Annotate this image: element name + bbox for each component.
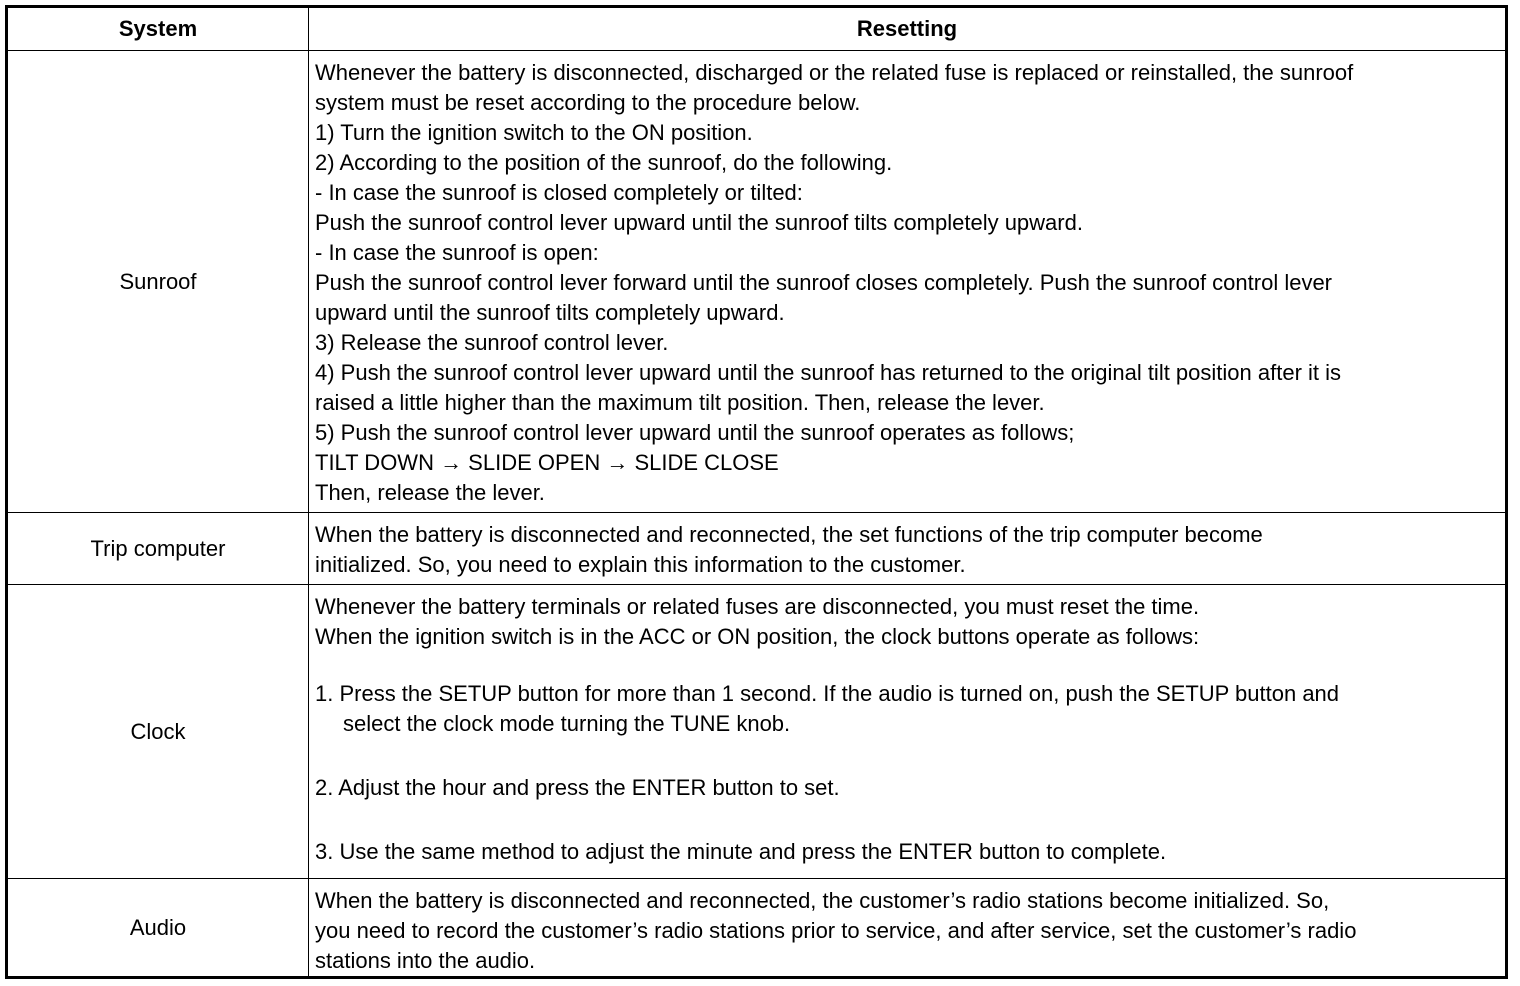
text-line: upward until the sunroof tilts completely upward.: [315, 300, 785, 325]
resetting-cell: [309, 513, 1505, 584]
text-line: 4) Push the sunroof control lever upward until the sunroof has returned to the original tilt position after it is: [315, 360, 1342, 385]
text-line: - In case the sunroof is closed completely or tilted:: [315, 180, 803, 205]
text-line: 3) Release the sunroof control lever.: [315, 330, 669, 355]
system-cell: Trip computer: [8, 513, 309, 584]
step-2: 2. Adjust the hour and press the ENTER button to set.: [315, 775, 840, 800]
text-line: Push the sunroof control lever forward until the sunroof closes completely. Push the sunroof control lever: [315, 270, 1333, 295]
text-line: 2) According to the position of the sunroof, do the following.: [315, 150, 893, 175]
table-row-trip-computer: [8, 512, 1505, 584]
text-line: When the battery is disconnected and reconnected, the customer’s radio stations become initialized. So,: [315, 888, 1330, 913]
header-system: System: [8, 8, 309, 50]
text-line: Then, release the lever.: [315, 480, 545, 505]
step-1: 1. Press the SETUP button for more than 1 second. If the audio is turned on, push the SETUP button and: [315, 681, 1340, 706]
step-3: 3. Use the same method to adjust the minute and press the ENTER button to complete.: [315, 839, 1167, 864]
text-line: you need to record the customer’s radio stations prior to service, and after service, set the customer’s radio: [315, 918, 1357, 943]
table-header: [8, 8, 1505, 50]
table-row-clock: [8, 584, 1505, 878]
system-cell: Sunroof: [8, 51, 309, 512]
text-line: When the battery is disconnected and reconnected, the set functions of the trip computer become: [315, 522, 1263, 547]
system-cell: Audio: [8, 879, 309, 976]
text-line: raised a little higher than the maximum tilt position. Then, release the lever.: [315, 390, 1045, 415]
text-line: 5) Push the sunroof control lever upward until the sunroof operates as follows;: [315, 420, 1075, 445]
resetting-cell: [309, 879, 1505, 976]
header-resetting: Resetting: [856, 16, 958, 41]
text-line: TILT DOWN → SLIDE OPEN → SLIDE CLOSE: [315, 450, 779, 475]
text-line: When the ignition switch is in the ACC or ON position, the clock buttons operate as follows:: [315, 624, 1200, 649]
table-row-audio: [8, 878, 1505, 976]
text-line: initialized. So, you need to explain this information to the customer.: [315, 552, 966, 577]
system-cell: Clock: [8, 585, 309, 878]
reset-table: [5, 5, 1508, 979]
text-line: system must be reset according to the procedure below.: [315, 90, 861, 115]
text-line: Push the sunroof control lever upward until the sunroof tilts completely upward.: [315, 210, 1083, 235]
resetting-cell: [309, 585, 1505, 878]
text-line: - In case the sunroof is open:: [315, 240, 599, 265]
text-line: 1) Turn the ignition switch to the ON position.: [315, 120, 753, 145]
resetting-cell: [309, 51, 1505, 512]
text-line: Whenever the battery is disconnected, discharged or the related fuse is replaced or reinstalled, the sunroof: [315, 60, 1354, 85]
step-1-continued: select the clock mode turning the TUNE knob.: [343, 711, 791, 736]
table-row-sunroof: [8, 50, 1505, 512]
text-line: Whenever the battery terminals or related fuses are disconnected, you must reset the time.: [315, 594, 1200, 619]
text-line: stations into the audio.: [315, 948, 536, 973]
